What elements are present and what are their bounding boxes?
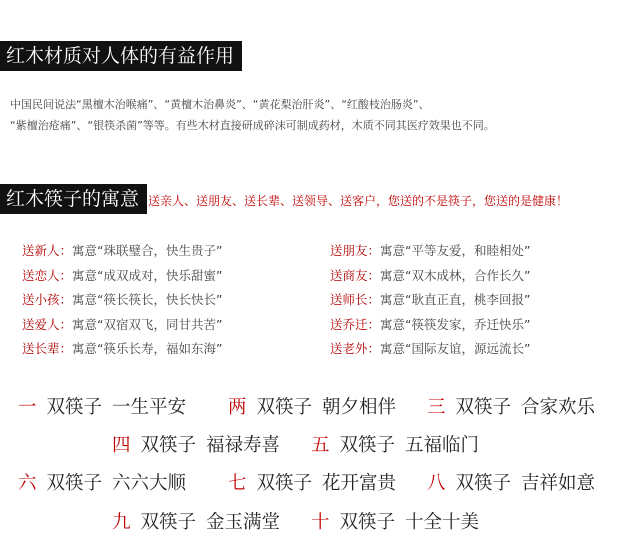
gift-recipient: 送朋友： [330, 243, 381, 258]
intro-line: 中国民间说法“黑檀木治喉痛”、“黄檀木治鼻炎”、“黄花梨治肝炎”、“红酸枝治肠炎”、 [10, 98, 430, 111]
section-title-benefits: 红木材质对人体的有益作用 [0, 41, 242, 71]
gift-row [22, 313, 222, 338]
pair-meaning: 朝夕相伴 [322, 397, 397, 418]
pair-item [311, 508, 479, 534]
pair-unit: 双筷子 [339, 435, 396, 456]
gift-meaning: 寓意“成双成对，快乐甜蜜” [72, 267, 223, 283]
pair-item [18, 469, 186, 495]
gift-meaning: 寓意“筷筷发家，乔迁快乐” [380, 316, 531, 332]
gift-row [330, 288, 530, 313]
pair-unit: 双筷子 [46, 473, 103, 494]
pair-unit: 双筷子 [455, 397, 512, 418]
pair-unit: 双筷子 [140, 435, 197, 456]
pair-meaning: 吉祥如意 [521, 473, 596, 494]
gift-recipient: 送商友： [330, 267, 381, 283]
pair-item [18, 393, 186, 419]
pair-number: 五 [311, 435, 330, 456]
pair-number: 十 [311, 512, 330, 533]
pair-meaning: 五福临门 [405, 435, 480, 456]
gift-recipient: 送老外： [330, 341, 381, 356]
gift-recipient: 送长辈： [22, 341, 73, 356]
gift-recipient: 送师长： [330, 292, 381, 307]
pair-number: 六 [18, 473, 37, 494]
pair-number: 三 [427, 397, 446, 418]
pair-unit: 双筷子 [339, 512, 396, 533]
pair-number: 八 [427, 473, 446, 494]
gift-meaning: 寓意“耿直正直，桃李回报” [380, 292, 531, 307]
gift-row [330, 313, 530, 338]
gift-row [330, 337, 530, 362]
pair-meaning: 花开富贵 [322, 473, 397, 494]
pair-number: 四 [112, 435, 131, 456]
gift-list-left [22, 239, 222, 362]
pair-meaning: 六六大顺 [112, 473, 187, 494]
pair-number: 七 [228, 473, 247, 494]
pair-meaning: 福禄寿喜 [206, 435, 281, 456]
pair-item [427, 393, 595, 419]
pair-number: 两 [228, 397, 247, 418]
pair-unit: 双筷子 [455, 473, 512, 494]
intro-line: “紫檀治疮痛”、“银筷杀菌”等等。有些木材直接研成碎沫可制成药材，木质不同其医疗效果也不同。 [10, 119, 495, 132]
gift-tagline: 送亲人、送朋友、送长辈、送领导、送客户，您送的不是筷子，您送的是健康！ [148, 194, 569, 208]
gift-meaning: 寓意“筷长筷长，快长快长” [72, 292, 223, 307]
pair-meaning: 合家欢乐 [521, 397, 596, 418]
gift-row [22, 239, 222, 264]
pair-item [311, 431, 479, 457]
gift-row [330, 239, 530, 264]
gift-row [22, 288, 222, 313]
gift-row [22, 337, 222, 362]
intro-paragraph [10, 94, 615, 136]
pair-item [112, 431, 280, 457]
gift-row [22, 264, 222, 289]
gift-row [330, 264, 530, 289]
pair-meaning: 金玉满堂 [206, 512, 281, 533]
section-title-meaning: 红木筷子的寓意 [0, 184, 147, 214]
pair-unit: 双筷子 [256, 397, 313, 418]
gift-recipient: 送爱人： [22, 316, 73, 332]
gift-meaning: 寓意“国际友谊，源远流长” [380, 341, 531, 356]
pair-unit: 双筷子 [46, 397, 103, 418]
pair-meaning: 一生平安 [112, 397, 187, 418]
gift-meaning: 寓意“双木成林，合作长久” [380, 267, 531, 283]
pair-number: 一 [18, 397, 37, 418]
pair-item [228, 469, 396, 495]
pair-meaning: 十全十美 [405, 512, 480, 533]
gift-meaning: 寓意“筷乐长寿，福如东海” [72, 341, 223, 356]
gift-recipient: 送恋人： [22, 267, 73, 283]
pair-unit: 双筷子 [256, 473, 313, 494]
gift-recipient: 送乔迁： [330, 316, 381, 332]
gift-meaning: 寓意“平等友爱，和睦相处” [380, 243, 531, 258]
gift-recipient: 送新人： [22, 243, 73, 258]
pair-number: 九 [112, 512, 131, 533]
pair-item [228, 393, 396, 419]
gift-recipient: 送小孩： [22, 292, 73, 307]
gift-meaning: 寓意“珠联璧合，快生贵子” [72, 243, 223, 258]
gift-meaning: 寓意“双宿双飞，同甘共苦” [72, 316, 223, 332]
pair-item [112, 508, 280, 534]
pair-item [427, 469, 595, 495]
gift-list-right [330, 239, 530, 362]
pair-unit: 双筷子 [140, 512, 197, 533]
